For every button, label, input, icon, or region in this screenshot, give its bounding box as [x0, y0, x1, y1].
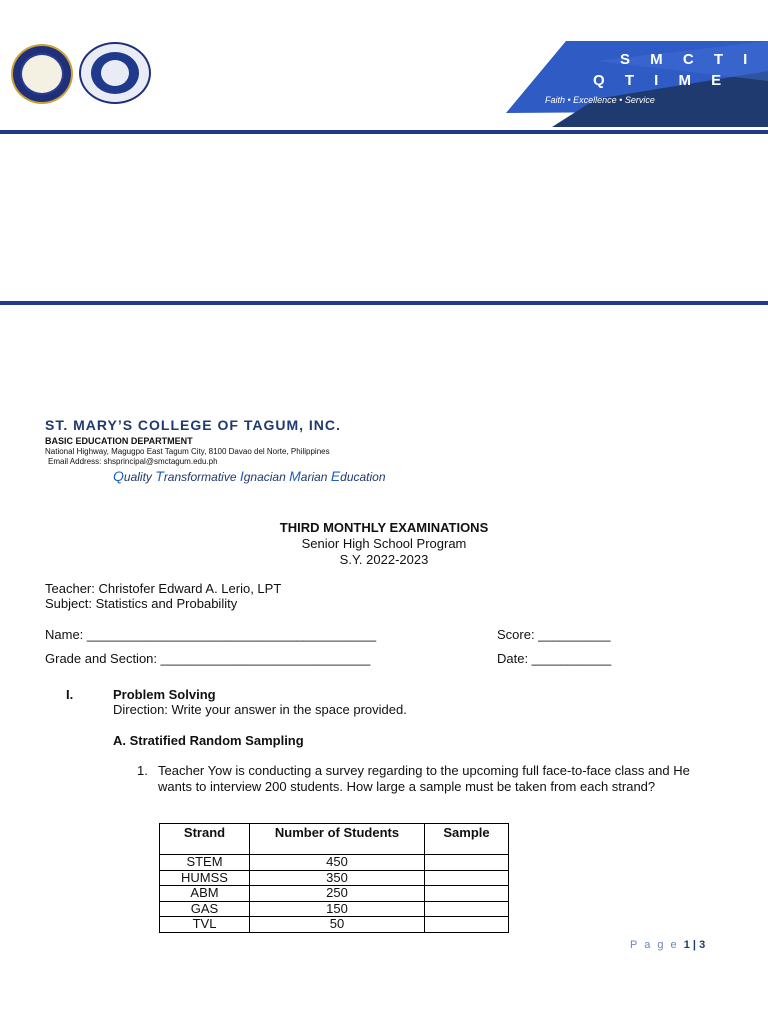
name-field[interactable]: Name: ________________________________________	[45, 627, 377, 642]
school-address: National Highway, Magugpo East Tagum City, 8100 Davao del Norte, Philippines	[45, 447, 330, 456]
subject-line: Subject: Statistics and Probability	[45, 596, 238, 611]
sample-cell[interactable]	[425, 870, 509, 886]
column-header-students: Number of Students	[250, 824, 425, 855]
date-field[interactable]: Date: ___________	[497, 651, 612, 666]
page-total: 3	[699, 939, 706, 951]
table-row	[160, 886, 509, 902]
strand-cell: ABM	[160, 886, 250, 902]
section-direction: Direction: Write your answer in the space provided.	[113, 702, 407, 717]
strand-cell: HUMSS	[160, 870, 250, 886]
sample-cell[interactable]	[425, 917, 509, 933]
students-cell: 350	[250, 870, 425, 886]
school-seal-logo	[11, 44, 73, 104]
department-seal-logo	[79, 42, 151, 104]
subsection-title: A. Stratified Random Sampling	[113, 733, 304, 748]
table-row	[160, 917, 509, 933]
banner-line1: S M C T I	[620, 51, 756, 68]
students-cell: 450	[250, 855, 425, 871]
header-divider-lower	[0, 301, 768, 305]
page-label: P a g e	[630, 939, 679, 951]
page-separator: |	[689, 939, 700, 951]
column-header-strand: Strand	[160, 824, 250, 855]
school-year: S.Y. 2022-2023	[339, 552, 429, 567]
table-row	[160, 855, 509, 871]
sample-cell[interactable]	[425, 855, 509, 871]
strata-table	[159, 823, 509, 933]
exam-program: Senior High School Program	[301, 536, 467, 551]
teacher-line: Teacher: Christofer Edward A. Lerio, LPT	[45, 581, 282, 596]
table-row	[160, 870, 509, 886]
section-title: Problem Solving	[113, 687, 216, 702]
banner-tagline: Faith • Excellence • Service	[545, 95, 655, 105]
page-number	[630, 939, 705, 951]
header-divider	[0, 130, 768, 134]
table-row	[160, 901, 509, 917]
section-number: I.	[66, 687, 74, 702]
score-field[interactable]: Score: __________	[497, 627, 611, 642]
page-current: 1	[683, 939, 690, 951]
school-name: ST. MARY’S COLLEGE OF TAGUM, INC.	[45, 417, 341, 433]
column-header-sample: Sample	[425, 824, 509, 855]
exam-title: THIRD MONTHLY EXAMINATIONS	[279, 520, 489, 535]
students-cell: 50	[250, 917, 425, 933]
students-cell: 250	[250, 886, 425, 902]
question-text: Teacher Yow is conducting a survey regarding to the upcoming full face-to-face class and He wants to interview 200 students. How large a sample must be taken from each strand?	[158, 763, 690, 794]
sample-cell[interactable]	[425, 901, 509, 917]
department-name: BASIC EDUCATION DEPARTMENT	[45, 436, 193, 446]
grade-section-field[interactable]: Grade and Section: _____________________________	[45, 651, 371, 666]
strand-cell: GAS	[160, 901, 250, 917]
strand-cell: STEM	[160, 855, 250, 871]
question-number: 1.	[137, 763, 148, 778]
sample-cell[interactable]	[425, 886, 509, 902]
qtime-motto: Quality Transformative Ignacian Marian Education	[113, 468, 386, 484]
strand-cell: TVL	[160, 917, 250, 933]
school-email: Email Address: shsprincipal@smctagum.edu.ph	[48, 457, 218, 466]
table-header-row	[160, 824, 509, 855]
banner-line2: Q T I M E	[593, 72, 730, 89]
students-cell: 150	[250, 901, 425, 917]
